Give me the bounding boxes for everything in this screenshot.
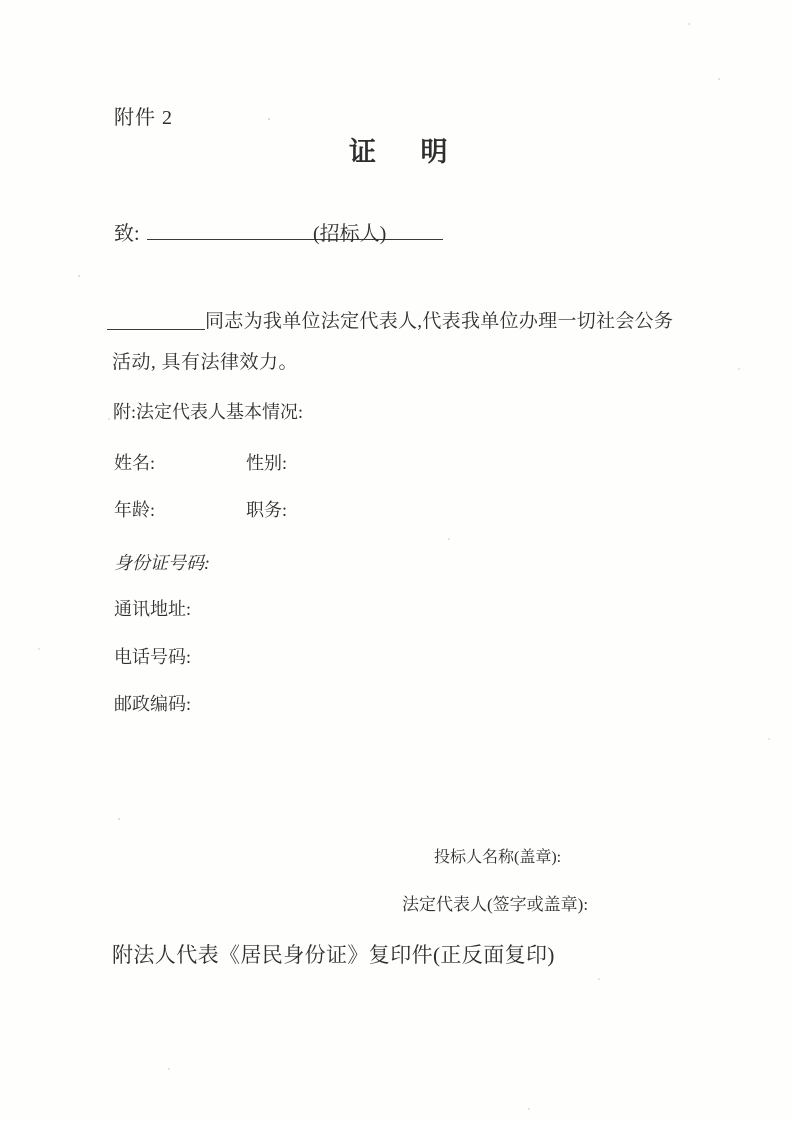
addressee-tenderer-label: (招标人) xyxy=(313,223,387,245)
field-label-phone: 电话号码: xyxy=(114,647,192,667)
addressee-blank-field xyxy=(147,239,443,240)
field-label-gender: 性别: xyxy=(246,453,288,473)
signature-legal-rep-label: 法定代表人(签字或盖章): xyxy=(402,895,589,914)
body-text-line2: 活动, 具有法律效力。 xyxy=(112,352,299,373)
field-label-id-number: 身份证号码: xyxy=(114,553,210,573)
field-label-age: 年龄: xyxy=(114,500,156,520)
id-card-copy-note: 附法人代表《居民身份证》复印件(正反面复印) xyxy=(112,943,555,967)
field-label-position: 职务: xyxy=(246,500,288,520)
field-label-address: 通讯地址: xyxy=(114,599,192,619)
addressee-prefix: 致: xyxy=(114,223,140,245)
signature-bidder-seal-label: 投标人名称(盖章): xyxy=(434,849,562,866)
basic-info-heading: 附:法定代表人基本情况: xyxy=(113,402,304,422)
document-title: 证明 xyxy=(349,137,493,167)
representative-name-blank-field xyxy=(107,329,205,330)
field-label-name: 姓名: xyxy=(114,453,156,473)
body-text-line1: 同志为我单位法定代表人,代表我单位办理一切社会公务 xyxy=(205,311,674,332)
field-label-postal-code: 邮政编码: xyxy=(114,694,192,714)
attachment-label: 附件 2 xyxy=(114,107,173,129)
